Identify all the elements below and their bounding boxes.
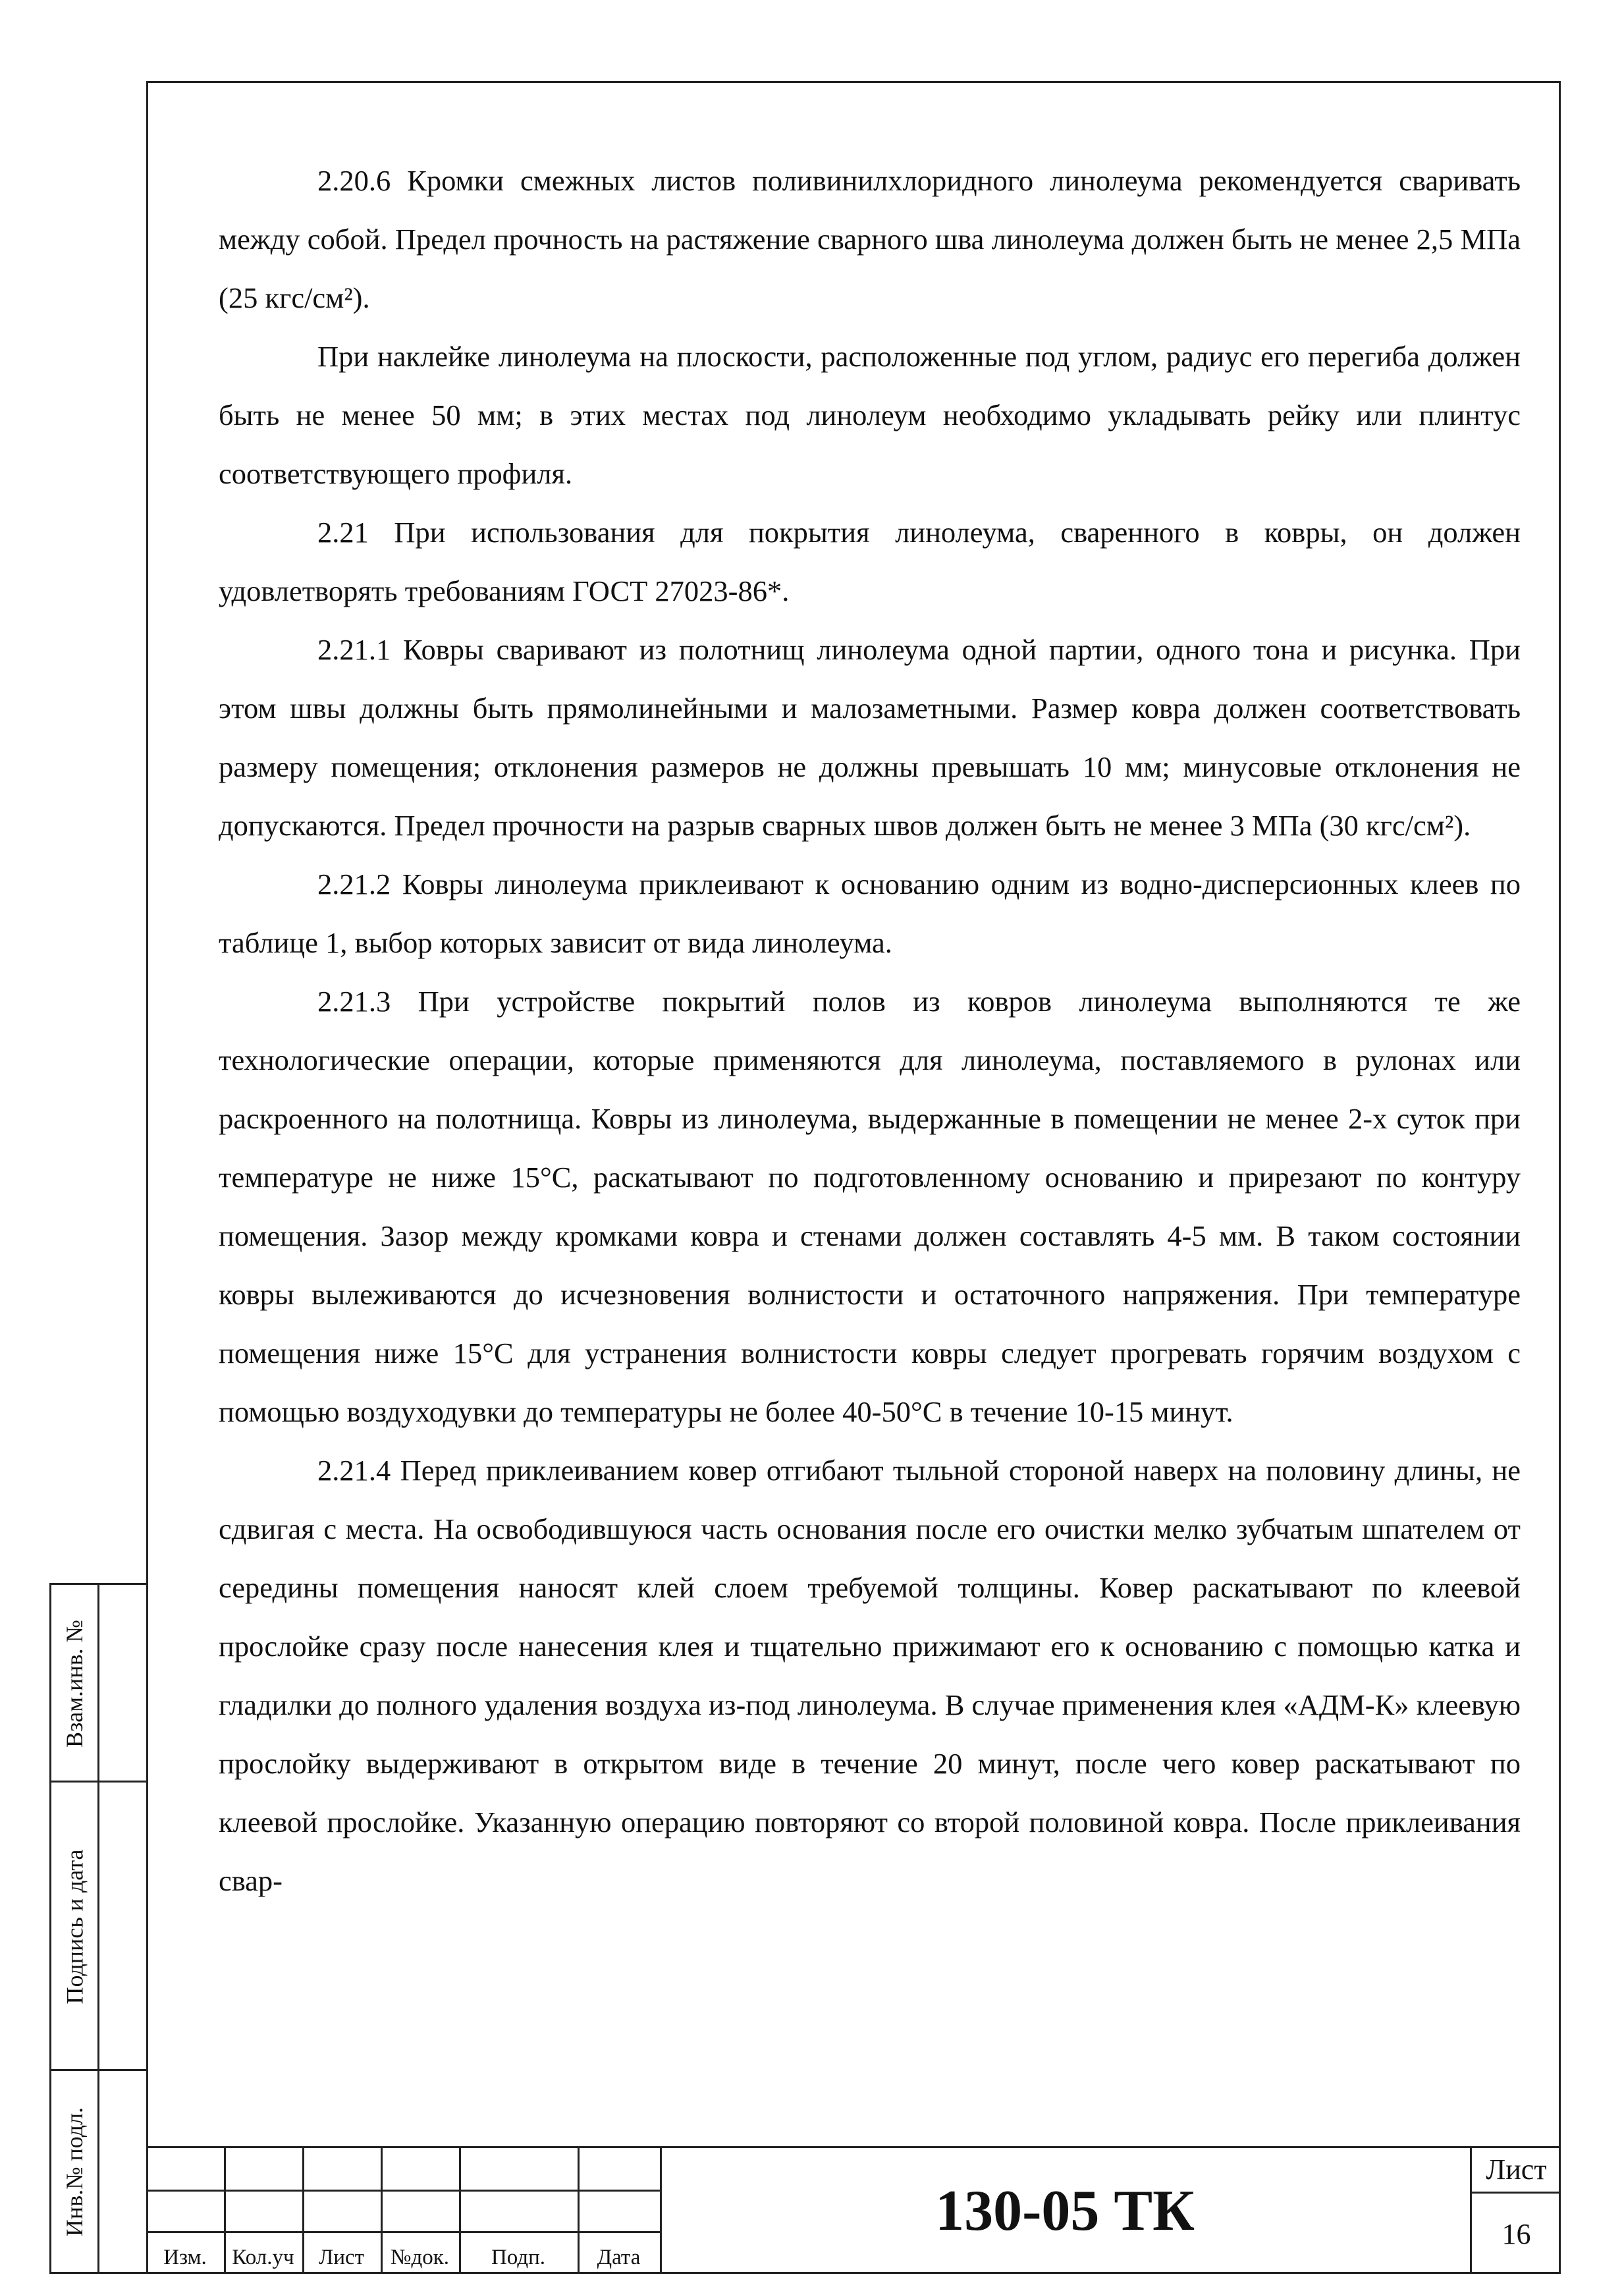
sheet-label: Лист <box>1472 2148 1561 2194</box>
side-label-inv <box>51 2071 97 2272</box>
document-code: 130-05 ТК <box>935 2179 1195 2243</box>
sheet-box <box>1470 2148 1561 2274</box>
col-list: Лист <box>318 2246 365 2269</box>
vzam-inv-label: Взам.инв. № <box>61 1620 88 1748</box>
paragraph-2-21-2: 2.21.2 Ковры линолеума приклеивают к основанию одним из водно-дисперсионных клеев по таблице 1, выбор которых зависит от вида линолеума. <box>219 868 1521 959</box>
paragraph-bend-radius: При наклейке линолеума на плоскости, расположенные под углом, радиус его перегиба должен быть не менее 50 мм; в этих местах под линолеум необходимо укладывать рейку или плинтус соответствующего профиля. <box>219 340 1521 490</box>
grid-line <box>146 2190 660 2192</box>
col-izm: Изм. <box>163 2246 207 2269</box>
paragraph-2-21: 2.21 При использования для покрытия линолеума, сваренного в ковры, он должен удовлетворять требованиям ГОСТ 27023-86*. <box>219 516 1521 607</box>
podpis-data-label: Подпись и дата <box>61 1849 88 2005</box>
document-body <box>219 152 1521 1910</box>
paragraph-2-20-6: 2.20.6 Кромки смежных листов поливинилхлоридного линолеума рекомендуется сваривать между собой. Предел прочность на растяжение сварного шва линолеума должен быть не менее 2,5 МПа (25 кгс/см²). <box>219 164 1521 314</box>
col-kol-uch: Кол.уч <box>232 2246 294 2269</box>
paragraph-2-21-3: 2.21.3 При устройстве покрытий полов из ковров линолеума выполняются те же технологические операции, которые применяются для линолеума, поставляемого в рулонах или раскроенного на полотнища. Ковры из линолеума, выдержанные в помещении не менее 2-х суток при температуре не ниже 15°С, раскатывают по подготовленному основанию и прирезают по контуру помещения. Зазор между кромками ковра и стенами должен составлять 4-5 мм. В таком состоянии ковры вылеживаются до исчезновения волнистости и остаточного напряжения. При температуре помещения ниже 15°С для устранения волнистости ковры следует прогревать горячим воздухом с помощью воздуходувки до температуры не более 40-50°С в течение 10-15 минут. <box>219 985 1521 1428</box>
side-label-podpis <box>51 1783 97 2071</box>
sheet-number: 16 <box>1502 2218 1531 2250</box>
side-label-vzam <box>51 1585 97 1783</box>
side-stamp <box>49 1583 146 2274</box>
title-block <box>146 2146 1561 2274</box>
paragraph-2-21-1: 2.21.1 Ковры сваривают из полотнищ линолеума одной партии, одного тона и рисунка. При этом швы должны быть прямолинейными и малозаметными. Размер ковра должен соответствовать размеру помещения; отклонения размеров не должны превышать 10 мм; минусовые отклонения не допускаются. Предел прочности на разрыв сварных швов должен быть не менее 3 МПа (30 кгс/см²). <box>219 633 1521 842</box>
inv-podl-label: Инв.№ подл. <box>61 2107 88 2236</box>
col-data: Дата <box>597 2246 641 2269</box>
col-ndok: №док. <box>390 2246 450 2269</box>
grid-line <box>146 2231 660 2233</box>
revision-grid <box>146 2148 660 2274</box>
col-podp: Подп. <box>491 2246 546 2269</box>
paragraph-2-21-4: 2.21.4 Перед приклеиванием ковер отгибают тыльной стороной наверх на половину длины, не сдвигая с места. На освободившуюся часть основания после его очистки мелко зубчатым шпателем от середины помещения наносят клей слоем требуемой толщины. Ковер раскатывают по клеевой прослойке сразу после нанесения клея и тщательно прижимают его к основанию с помощью катка и гладилки до полного удаления воздуха из-под линолеума. В случае применения клея «АДМ-К» клеевую прослойку выдерживают в открытом виде в течение 20 минут, после чего ковер раскатывают по клеевой прослойке. Указанную операцию повторяют со второй половиной ковра. После приклеивания свар- <box>219 1454 1521 1897</box>
